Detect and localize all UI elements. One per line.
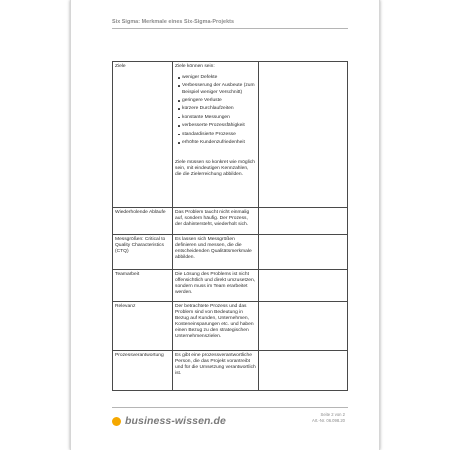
list-item: Verbesserung der Ausbeute (zum Beispiel weniger Verschnitt) bbox=[178, 83, 256, 95]
row-label: Relevanz bbox=[115, 304, 136, 309]
table-row bbox=[113, 270, 348, 302]
row-label-cell bbox=[113, 235, 173, 270]
row-label: Prozessverantwortung bbox=[115, 353, 164, 358]
row-text: Es lassen sich Messgrößen definieren und messen, die die entscheidenden Qualitätsmerkmale abbilden. bbox=[175, 237, 252, 261]
row-empty-cell bbox=[259, 235, 348, 270]
row-label-cell bbox=[113, 208, 173, 235]
row-content-cell bbox=[173, 208, 259, 235]
goals-intro: Ziele können sein: bbox=[175, 64, 215, 69]
document-page bbox=[70, 0, 380, 450]
row-content-cell bbox=[173, 235, 259, 270]
row-text: Der betrachtete Prozess und das Problem sind von Bedeutung in Bezug auf Kunden, Unternehmen, Kosteneinsparungen etc. und haben einen Bezug zu den strategischen Unternehmenszielen. bbox=[175, 304, 254, 340]
list-item: weniger Defekte bbox=[178, 75, 256, 81]
table-row bbox=[113, 235, 348, 270]
row-label-cell bbox=[113, 351, 173, 391]
row-text: Es gibt eine prozessverantwortliche Person, die das Projekt vorantreibt und für die Umsetzung verantwortlich ist. bbox=[175, 353, 256, 377]
document-title: Six Sigma: Merkmale eines Six-Sigma-Projekts bbox=[112, 19, 235, 25]
row-label: Wiederholende Abläufe bbox=[115, 210, 166, 215]
list-item: kürzere Durchlaufzeiten bbox=[178, 106, 256, 112]
row-empty-cell bbox=[259, 208, 348, 235]
list-item: konstante Messungen bbox=[178, 115, 256, 121]
row-content-cell bbox=[173, 351, 259, 391]
logo-dot-icon bbox=[112, 417, 121, 426]
row-empty-cell bbox=[259, 351, 348, 391]
table-row bbox=[113, 302, 348, 351]
row-content-cell bbox=[173, 302, 259, 351]
list-item: verbesserte Prozessfähigkeit bbox=[178, 123, 256, 129]
table-row bbox=[113, 208, 348, 235]
row-label: Messgrößen: Critical to Quality Characteristics (CTQ) bbox=[115, 237, 166, 255]
table-row-goals bbox=[113, 62, 348, 208]
footer-divider bbox=[112, 407, 348, 408]
row-label-cell bbox=[113, 270, 173, 302]
brand-logo bbox=[112, 414, 226, 428]
table-row bbox=[113, 351, 348, 391]
row-content-cell bbox=[173, 62, 259, 208]
row-empty-cell bbox=[259, 302, 348, 351]
row-empty-cell bbox=[259, 62, 348, 208]
page-info bbox=[312, 412, 345, 423]
article-number: Art.-Nr. 06.098.20 bbox=[311, 417, 345, 423]
row-text: Die Lösung des Problems ist nicht offensichtlich und direkt umzusetzen, sondern muss im Team erarbeitet werden. bbox=[175, 272, 256, 296]
title-divider bbox=[112, 28, 348, 29]
row-label: Ziele bbox=[115, 64, 126, 69]
row-label-cell bbox=[113, 302, 173, 351]
row-empty-cell bbox=[259, 270, 348, 302]
goals-list bbox=[175, 75, 256, 146]
list-item: erhöhte Kundenzufriedenheit bbox=[178, 140, 256, 146]
logo-text: business-wissen.de bbox=[125, 415, 227, 427]
list-item: geringere Verluste bbox=[178, 98, 256, 104]
list-item: standardisierte Prozesse bbox=[178, 132, 256, 138]
row-label-cell bbox=[113, 62, 173, 208]
page-number: Seite 2 von 2 bbox=[320, 412, 345, 417]
row-label: Teamarbeit bbox=[115, 272, 140, 277]
goals-note: Ziele müssen so konkret wie möglich sein, mit eindeutigen Kennzahlen, die die Zielerreichung abbilden. bbox=[175, 160, 255, 178]
row-text: Das Problem taucht nicht einmalig auf, sondern häufig. Der Prozess, der dahintersteht, wiederholt sich. bbox=[175, 210, 250, 228]
row-content-cell bbox=[173, 270, 259, 302]
characteristics-table bbox=[112, 61, 348, 391]
